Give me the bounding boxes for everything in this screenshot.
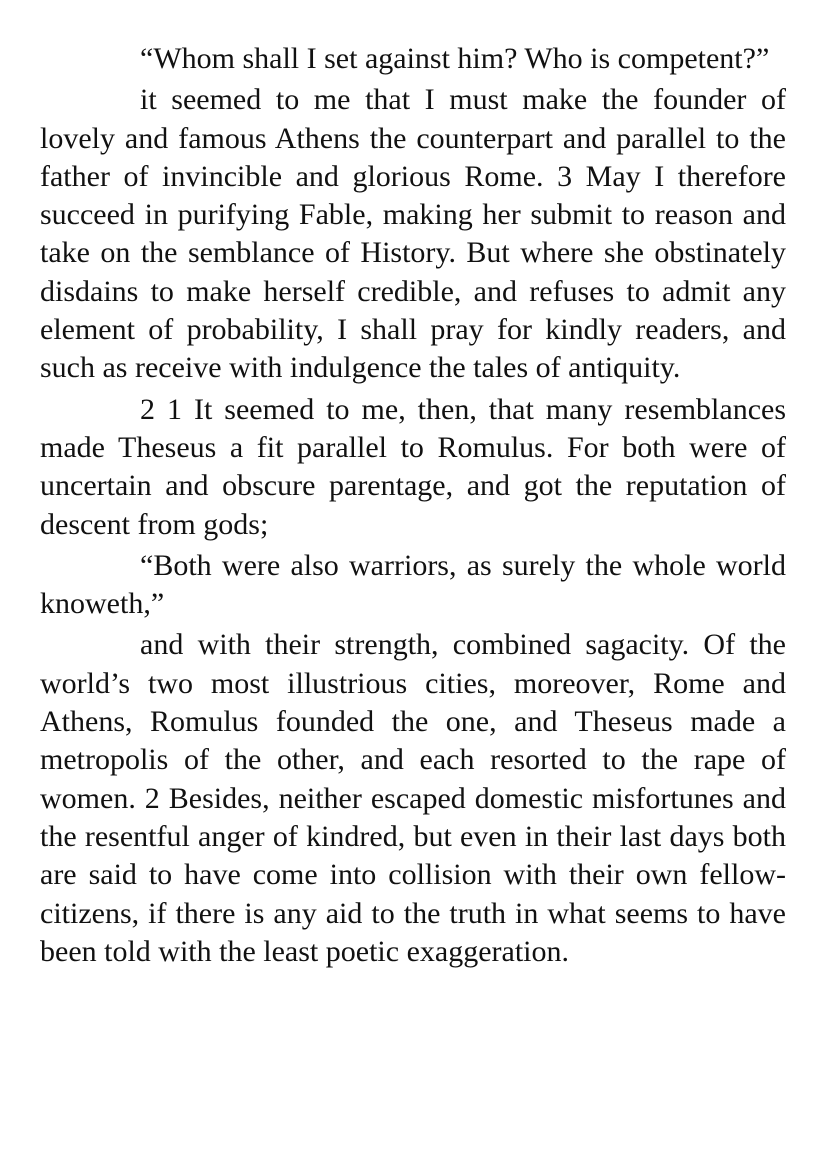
paragraph-strength-sagacity: and with their strength, combined sagacity. Of the world’s two most illustrious cities, moreover, Rome and Athens, Romulus founded the one, and Theseus made a metropolis of the other, and each resorted to the rape of women. 2 Besides, neither escaped domestic misfortunes and the resentful anger of kindred, but even in their last days both are said to have come into collision with their own fellow-citizens, if there is any aid to the truth in what seems to have been told with the least poetic exaggeration. xyxy=(40,628,786,968)
paragraph-resemblances: 2 1 It seemed to me, then, that many resemblances made Theseus a fit parallel to Romulus. For both were of uncertain and obscure parentage, and got the reputation of descent from gods; xyxy=(40,392,786,541)
paragraph-quote-warriors: “Both were also warriors, as surely the whole world knoweth,” xyxy=(40,548,786,621)
document-page xyxy=(40,40,786,974)
paragraph-quote-whom: “Whom shall I set against him? Who is competent?” xyxy=(140,42,770,75)
paragraph-founder-athens: it seemed to me that I must make the founder of lovely and famous Athens the counterpart and parallel to the father of invincible and glorious Rome. 3 May I therefore succeed in purifying Fable, making her submit to reason and take on the semblance of History. But where she obstinately disdains to make herself credible, and refuses to admit any element of probability, I shall pray for kindly readers, and such as receive with indulgence the tales of antiquity. xyxy=(40,83,786,385)
